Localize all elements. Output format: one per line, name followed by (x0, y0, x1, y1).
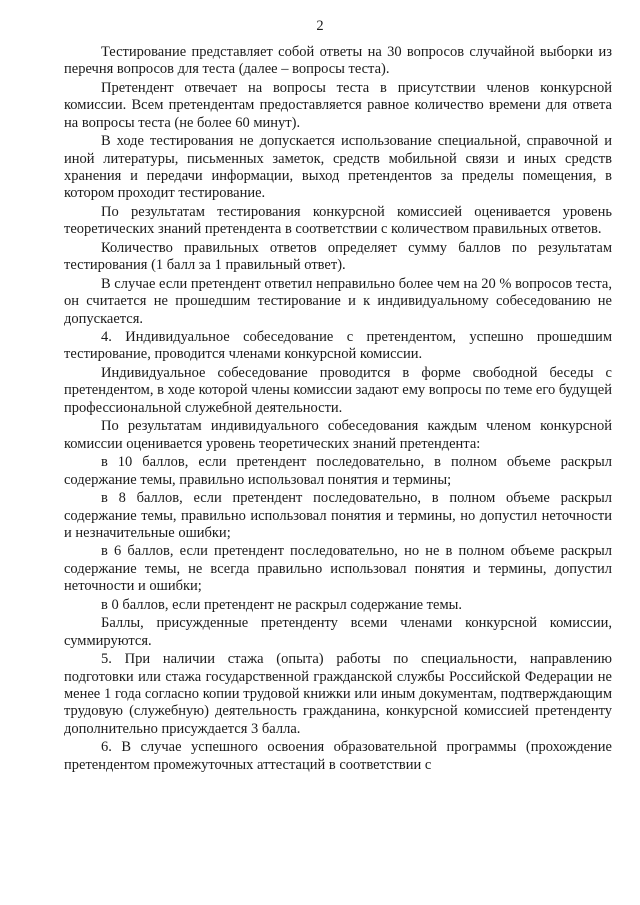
paragraph-testing-definition: Тестирование представляет собой ответы на 30 вопросов случайной выборки из перечня вопросов для теста (далее – вопросы теста). (64, 44, 612, 78)
paragraph-testing-failure: В случае если претендент ответил неправильно более чем на 20 % вопросов теста, он считается не прошедшим тестирование и к индивидуальному собеседованию не допускается. (64, 275, 612, 327)
paragraph-testing-evaluation: По результатам тестирования конкурсной комиссией оценивается уровень теоретических знаний претендента в соответствии с количеством правильных ответов. (64, 203, 612, 238)
document-body (64, 44, 612, 775)
paragraph-score-0: в 0 баллов, если претендент не раскрыл содержание темы. (101, 596, 462, 613)
paragraph-interview-evaluation: По результатам индивидуального собеседования каждым членом конкурсной комиссии оценивается уровень теоретических знаний претендента: (64, 418, 612, 452)
paragraph-testing-score: Количество правильных ответов определяет сумму баллов по результатам тестирования (1 балл за 1 правильный ответ). (64, 239, 612, 274)
paragraph-testing-restrictions: В ходе тестирования не допускается использование специальной, справочной и иной литературы, письменных заметок, средств мобильной связи и иных средств хранения и передачи информации, выход претендентов за пределы помещения, в котором проходит тестирование. (64, 133, 612, 202)
paragraph-testing-presence: Претендент отвечает на вопросы теста в присутствии членов конкурсной комиссии. Всем претендентам предоставляется равное количество времени для ответа на вопросы теста (не более 60 минут). (64, 79, 612, 131)
paragraph-interview-form: Индивидуальное собеседование проводится в форме свободной беседы с претендентом, в ходе которой члены комиссии задают ему вопросы по теме его будущей профессиональной служебной деятельности. (64, 364, 612, 416)
paragraph-item-4: 4. Индивидуальное собеседование с претендентом, успешно прошедшим тестирование, проводится членами конкурсной комиссии. (64, 329, 612, 363)
paragraph-score-6: в 6 баллов, если претендент последовательно, но не в полном объеме раскрыл содержание темы, не всегда правильно использовал понятия и термины, допустил неточности и ошибки; (64, 543, 612, 595)
paragraph-score-10: в 10 баллов, если претендент последовательно, в полном объеме раскрыл содержание темы, правильно использовал понятия и термины; (64, 454, 612, 488)
paragraph-scores-summed: Баллы, присужденные претенденту всеми членами конкурсной комиссии, суммируются. (64, 615, 612, 649)
paragraph-item-5: 5. При наличии стажа (опыта) работы по специальности, направлению подготовки или стажа государственной гражданской службы Российской Федерации не менее 1 года согласно копии трудовой книжки или иным документам, подтверждающим трудовую (служебную) деятельность гражданина, конкурсной комиссией претенденту дополнительно присуждается 3 балла. (64, 651, 612, 737)
paragraph-score-8: в 8 баллов, если претендент последовательно, в полном объеме раскрыл содержание темы, правильно использовал понятия и термины, но допустил неточности и незначительные ошибки; (64, 490, 612, 541)
paragraph-item-6: 6. В случае успешного освоения образовательной программы (прохождение претендентом промежуточных аттестаций в соответствии с (64, 739, 612, 773)
page-number: 2 (316, 18, 324, 34)
